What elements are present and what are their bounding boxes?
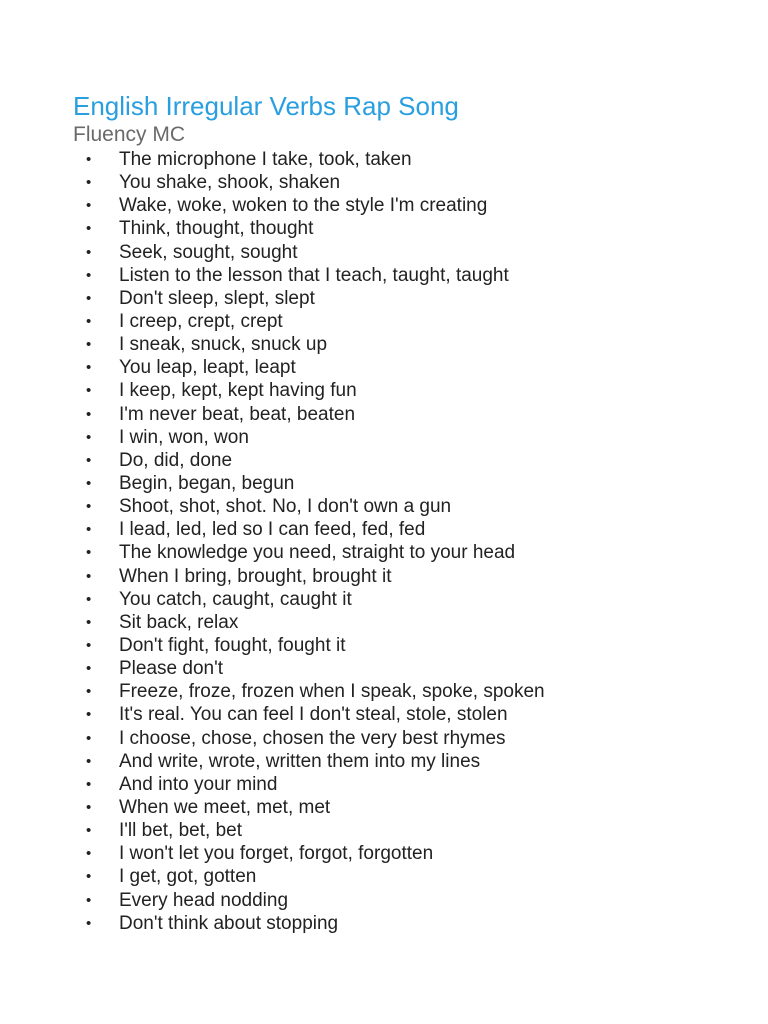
lyric-text: I'm never beat, beat, beaten bbox=[119, 403, 356, 425]
bullet-icon: • bbox=[86, 220, 92, 238]
bullet-icon: • bbox=[86, 243, 92, 261]
lyric-text: The knowledge you need, straight to your head bbox=[119, 542, 516, 564]
bullet-icon: • bbox=[86, 845, 92, 863]
lyric-text: Sit back, relax bbox=[119, 611, 239, 633]
bullet-icon: • bbox=[86, 405, 92, 423]
lyric-text: I keep, kept, kept having fun bbox=[119, 380, 357, 402]
bullet-icon: • bbox=[86, 451, 92, 469]
lyric-text: You catch, caught, caught it bbox=[119, 588, 352, 610]
lyric-text: Every head nodding bbox=[119, 889, 289, 911]
lyric-text: You leap, leapt, leapt bbox=[119, 357, 296, 379]
lyric-text: I sneak, snuck, snuck up bbox=[119, 334, 328, 356]
bullet-icon: • bbox=[86, 359, 92, 377]
bullet-icon: • bbox=[86, 613, 92, 631]
bullet-icon: • bbox=[86, 197, 92, 215]
bullet-icon: • bbox=[86, 474, 92, 492]
lyric-text: Begin, began, begun bbox=[119, 472, 295, 494]
bullet-icon: • bbox=[86, 822, 92, 840]
bullet-icon: • bbox=[86, 289, 92, 307]
bullet-icon: • bbox=[86, 498, 92, 516]
lyric-text: Freeze, froze, frozen when I speak, spoke, spoken bbox=[119, 681, 545, 703]
lyric-text: I won't let you forget, forgot, forgotten bbox=[119, 843, 434, 865]
lyric-text: I creep, crept, crept bbox=[119, 310, 283, 332]
bullet-icon: • bbox=[86, 636, 92, 654]
bullet-icon: • bbox=[86, 428, 92, 446]
page-title: English Irregular Verbs Rap Song bbox=[73, 91, 459, 121]
lyric-text: Think, thought, thought bbox=[119, 218, 314, 240]
lyric-text: Please don't bbox=[119, 658, 223, 680]
bullet-icon: • bbox=[86, 544, 92, 562]
bullet-icon: • bbox=[86, 174, 92, 192]
lyric-text: When I bring, brought, brought it bbox=[119, 565, 392, 587]
bullet-icon: • bbox=[86, 706, 92, 724]
bullet-icon: • bbox=[86, 590, 92, 608]
lyric-text: Don't fight, fought, fought it bbox=[119, 634, 346, 656]
bullet-icon: • bbox=[86, 683, 92, 701]
lyric-text: Listen to the lesson that I teach, taught, taught bbox=[119, 264, 509, 286]
lyric-text: And into your mind bbox=[119, 773, 278, 795]
bullet-icon: • bbox=[86, 891, 92, 909]
bullet-icon: • bbox=[86, 660, 92, 678]
lyric-text: Do, did, done bbox=[119, 449, 233, 471]
bullet-icon: • bbox=[86, 151, 92, 168]
lyric-text: Shoot, shot, shot. No, I don't own a gun bbox=[119, 496, 452, 518]
lyric-text: Seek, sought, sought bbox=[119, 241, 298, 263]
lyric-text: I'll bet, bet, bet bbox=[119, 820, 242, 842]
bullet-icon: • bbox=[86, 868, 92, 886]
bullet-icon: • bbox=[86, 382, 92, 400]
lyric-text: Wake, woke, woken to the style I'm creating bbox=[119, 195, 488, 217]
bullet-icon: • bbox=[86, 336, 92, 354]
bullet-icon: • bbox=[86, 521, 92, 539]
lyric-text: And write, wrote, written them into my lines bbox=[119, 750, 481, 772]
lyric-text: I lead, led, led so I can feed, fed, fed bbox=[119, 519, 426, 541]
lyric-text: I win, won, won bbox=[119, 426, 249, 448]
lyric-text: I choose, chose, chosen the very best rhymes bbox=[119, 727, 506, 749]
lyric-text: It's real. You can feel I don't steal, stole, stolen bbox=[119, 704, 508, 726]
bullet-icon: • bbox=[86, 914, 92, 932]
bullet-icon: • bbox=[86, 729, 92, 747]
bullet-icon: • bbox=[86, 775, 92, 793]
lyric-text: When we meet, met, met bbox=[119, 796, 331, 818]
bullet-icon: • bbox=[86, 567, 92, 585]
bullet-icon: • bbox=[86, 798, 92, 816]
lyric-text: Don't think about stopping bbox=[119, 912, 339, 934]
lyric-text: You shake, shook, shaken bbox=[119, 172, 341, 194]
bullet-icon: • bbox=[86, 752, 92, 770]
lyric-text: The microphone I take, took, taken bbox=[119, 149, 412, 170]
bullet-icon: • bbox=[86, 266, 92, 284]
page-subtitle: Fluency MC bbox=[73, 123, 186, 146]
lyric-text: Don't sleep, slept, slept bbox=[119, 287, 315, 309]
bullet-icon: • bbox=[86, 312, 92, 330]
lyric-text: I get, got, gotten bbox=[119, 866, 257, 888]
